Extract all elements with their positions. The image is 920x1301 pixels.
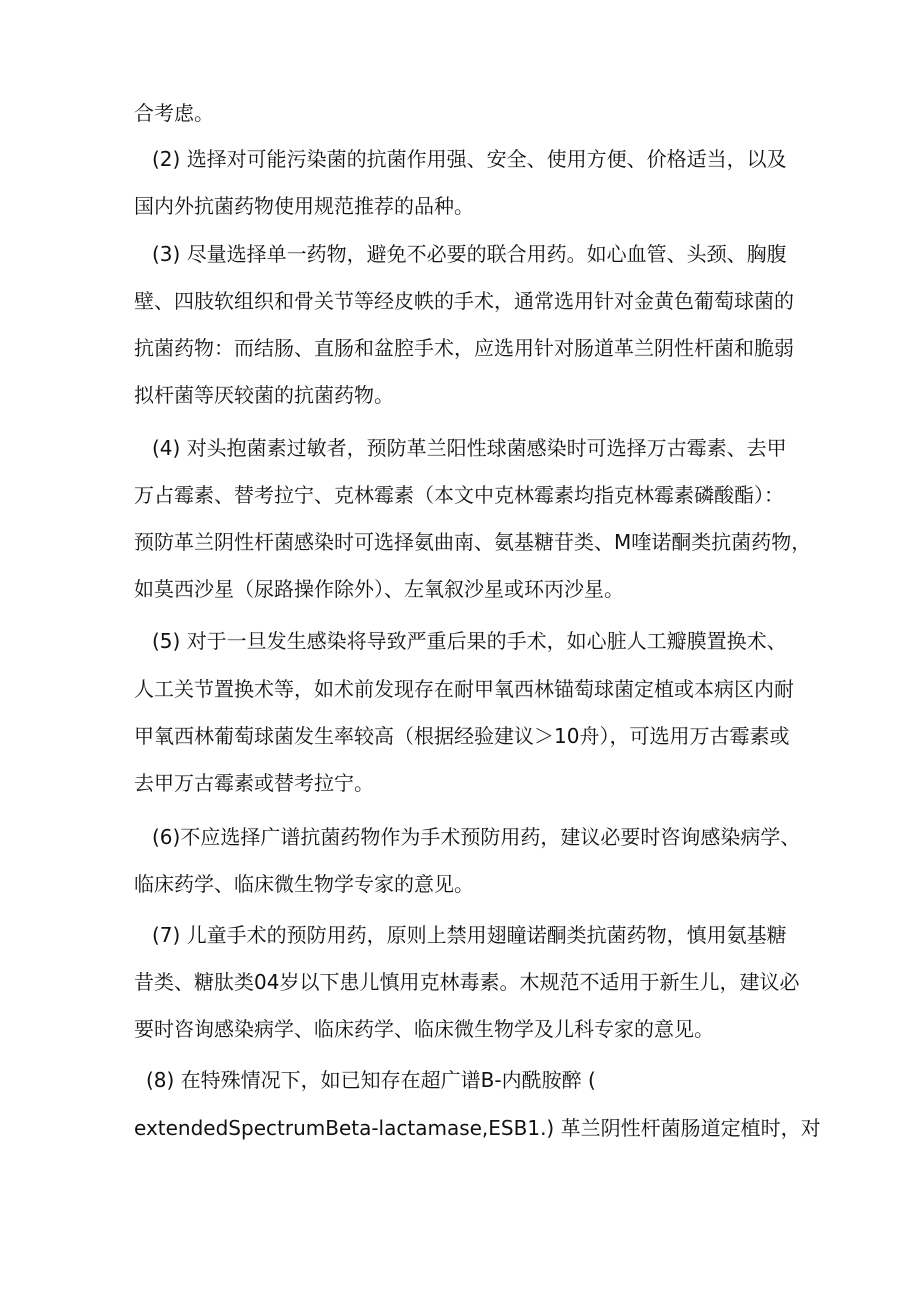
text-line: 合考虑。 <box>134 101 214 125</box>
paragraph-7-line-3: 要时咨询感染病学、临床药学、临床微生物学及儿科专家的意见。 <box>134 1017 714 1041</box>
paragraph-5-line-3: 甲氧西林葡萄球菌发生率较高（根据经验建议＞10舟），可选用万古霉素或 <box>134 724 790 748</box>
paragraph-6-line-2: 临床药学、临床微生物学专家的意见。 <box>134 872 474 896</box>
paragraph-4-line-2: 万占霉素、替考拉宁、克林霉素（本文中克林霉素均指克林霉素磷酸酯）： <box>134 483 784 507</box>
paragraph-6-line-1: (6)不应选择广谱抗菌药物作为手术预防用药，建议必要时咨询感染病学、 <box>152 825 801 849</box>
paragraph-4-line-4: 如莫西沙星（尿路操作除外）、左氧叙沙星或环丙沙星。 <box>134 577 624 601</box>
paragraph-7-line-2: 昔类、糖肽类04岁以下患儿慎用克林毒素。木规范不适用于新生儿，建议必 <box>134 970 800 994</box>
paragraph-3-line-2: 壁、四肢软组织和骨关节等经皮帙的手术，通常选用针对金黄色葡萄球菌的 <box>134 289 794 313</box>
paragraph-8-line-1: (8) 在特殊情况下，如已知存在超广谱B-内酰胺醉 ( <box>146 1068 596 1092</box>
paragraph-3-line-3: 抗菌药物：而结肠、直肠和盆腔手术，应选用针对肠道革兰阴性杆菌和脆弱 <box>134 336 794 360</box>
paragraph-4-line-3: 预防革兰阴性杆菌感染时可选择氨曲南、氨基糖苷类、M喹诺酮类抗菌药物， <box>134 530 812 554</box>
paragraph-3-line-4: 拟杆菌等厌较菌的抗菌药物。 <box>134 383 394 407</box>
paragraph-8-line-2: extendedSpectrumBeta-lactamase,ESB1.) 革兰阴性杆菌肠道定植时，对 <box>134 1116 821 1140</box>
paragraph-2-line-2: 国内外抗菌药物使用规范推荐的品种。 <box>134 194 474 218</box>
paragraph-7-line-1: (7) 儿童手术的预防用药，原则上禁用翅瞳诺酮类抗菌药物，慎用氨基糖 <box>152 923 787 947</box>
paragraph-5-line-1: (5) 对于一旦发生感染将导致严重后果的手术，如心脏人工瓣膜置换术、 <box>152 629 787 653</box>
paragraph-4-line-1: (4) 对头抱菌素过敏者，预防革兰阳性球菌感染时可选择万古霉素、去甲 <box>152 436 787 460</box>
paragraph-3-line-1: (3) 尽量选择单一药物，避免不必要的联合用药。如心血管、头颈、胸腹 <box>152 242 787 266</box>
paragraph-5-line-4: 去甲万古霉素或替考拉宁。 <box>134 771 374 795</box>
paragraph-2-line-1: (2) 选择对可能污染菌的抗菌作用强、安全、使用方便、价格适当，以及 <box>152 147 787 171</box>
paragraph-5-line-2: 人工关节置换术等，如术前发现存在耐甲氧西林锚萄球菌定植或本病区内耐 <box>134 677 794 701</box>
